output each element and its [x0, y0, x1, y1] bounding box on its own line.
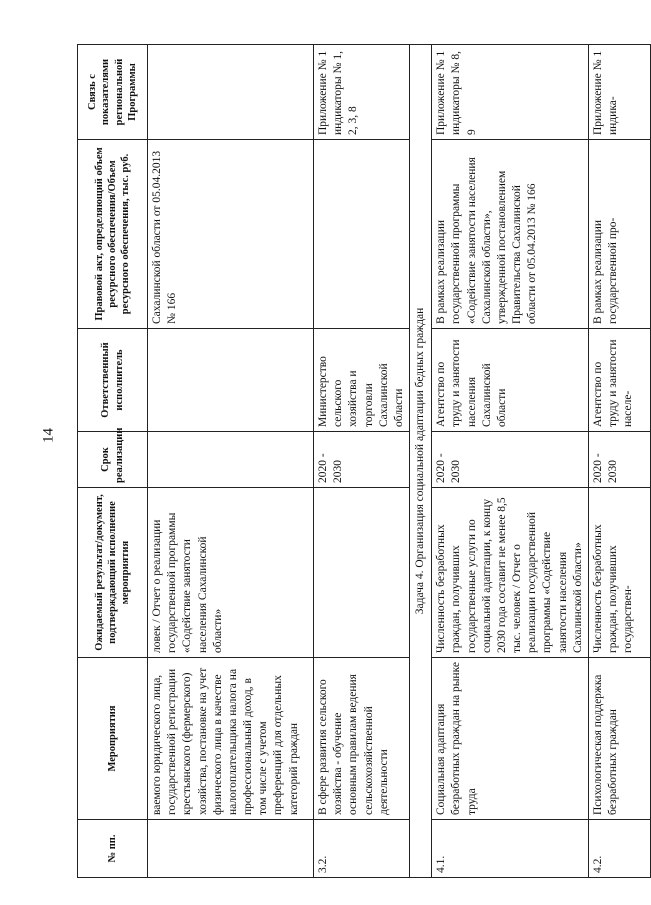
header-act: Правовой акт, определяющий объем ресурсного обеспечения/Объем ресурсного обеспечения, тыс. руб. [78, 140, 148, 329]
cell-result: Численность безработных граждан, получивших государствен- [588, 488, 650, 658]
cell-executor: Министерство сельского хозяйства и торговли Сахалинской области [314, 329, 410, 432]
header-result: Ожидаемый результат/документ, подтверждающий исполнение мероприятия [78, 488, 148, 658]
cell-num: 4.2. [588, 820, 650, 878]
task-title: Задача 4. Организация социальной адаптации бедных граждан [410, 45, 432, 878]
cell-num [148, 820, 314, 878]
cell-act: В рамках реализации государственной программы «Содействие занятости населения Сахалинской области», утвержденной постановлением Правительства Сахалинской области от 05.04.2013 № 166 [432, 140, 589, 329]
cell-link [148, 45, 314, 140]
cell-term: 2020 - 2030 [588, 432, 650, 488]
cell-num: 3.2. [314, 820, 410, 878]
cell-result: ловек / Отчет о реализации государственной программы «Содействие занятости населения Сахалинской области» [148, 488, 314, 658]
cell-term: 2020 - 2030 [432, 432, 589, 488]
cell-result: Численность безработных граждан, получивших государственные услуги по социальной адаптации, к концу 2030 года составит не менее 8,5 тыс. человек / Отчет о реализации государственной программы «Содействие занятости населения Сахалинской области» [432, 488, 589, 658]
header-executor: Ответственный исполнитель [78, 329, 148, 432]
header-term: Срок реализации [78, 432, 148, 488]
cell-event: ваемого юридического лица, государственной регистрации крестьянского (фермерского) хозяйства, постановке на учет физического лица в качестве налогоплательщика налога на профессиональный доход, в том числе с учетом преференций для отдельных категорий граждан [148, 658, 314, 820]
table-row [432, 45, 589, 878]
page-number: 14 [40, 428, 57, 443]
rotated-table-container [77, 45, 635, 878]
cell-executor: Агентство по труду и занятости населения Сахалинской области [432, 329, 589, 432]
cell-act: В рамках реализации государственной про- [588, 140, 650, 329]
cell-result [314, 488, 410, 658]
cell-event: В сфере развития сельского хозяйства - обучение основным правилам ведения сельскохозяйственной деятельности [314, 658, 410, 820]
task-heading-row [410, 45, 432, 878]
header-num: № пп. [78, 820, 148, 878]
cell-executor: Агентство по труду и занятости населе- [588, 329, 650, 432]
cell-term: 2020 - 2030 [314, 432, 410, 488]
cell-num: 4.1. [432, 820, 589, 878]
cell-act: Сахалинской области от 05.04.2013 № 166 [148, 140, 314, 329]
cell-term [148, 432, 314, 488]
table-header-row [78, 45, 148, 878]
measures-table [77, 44, 651, 878]
cell-event: Социальная адаптация безработных граждан на рынке труда [432, 658, 589, 820]
cell-event: Психологическая поддержка безработных граждан [588, 658, 650, 820]
cell-act [314, 140, 410, 329]
header-link: Связь с показателями региональной Программы [78, 45, 148, 140]
cell-link: Приложение № 1 индика- [588, 45, 650, 140]
table-row [148, 45, 314, 878]
cell-link: Приложение № 1 индикаторы № 1, 2, 3, 8 [314, 45, 410, 140]
cell-link: Приложение № 1 индикаторы № 8, 9 [432, 45, 589, 140]
table-row [314, 45, 410, 878]
table-row [588, 45, 650, 878]
header-event: Мероприятия [78, 658, 148, 820]
cell-executor [148, 329, 314, 432]
